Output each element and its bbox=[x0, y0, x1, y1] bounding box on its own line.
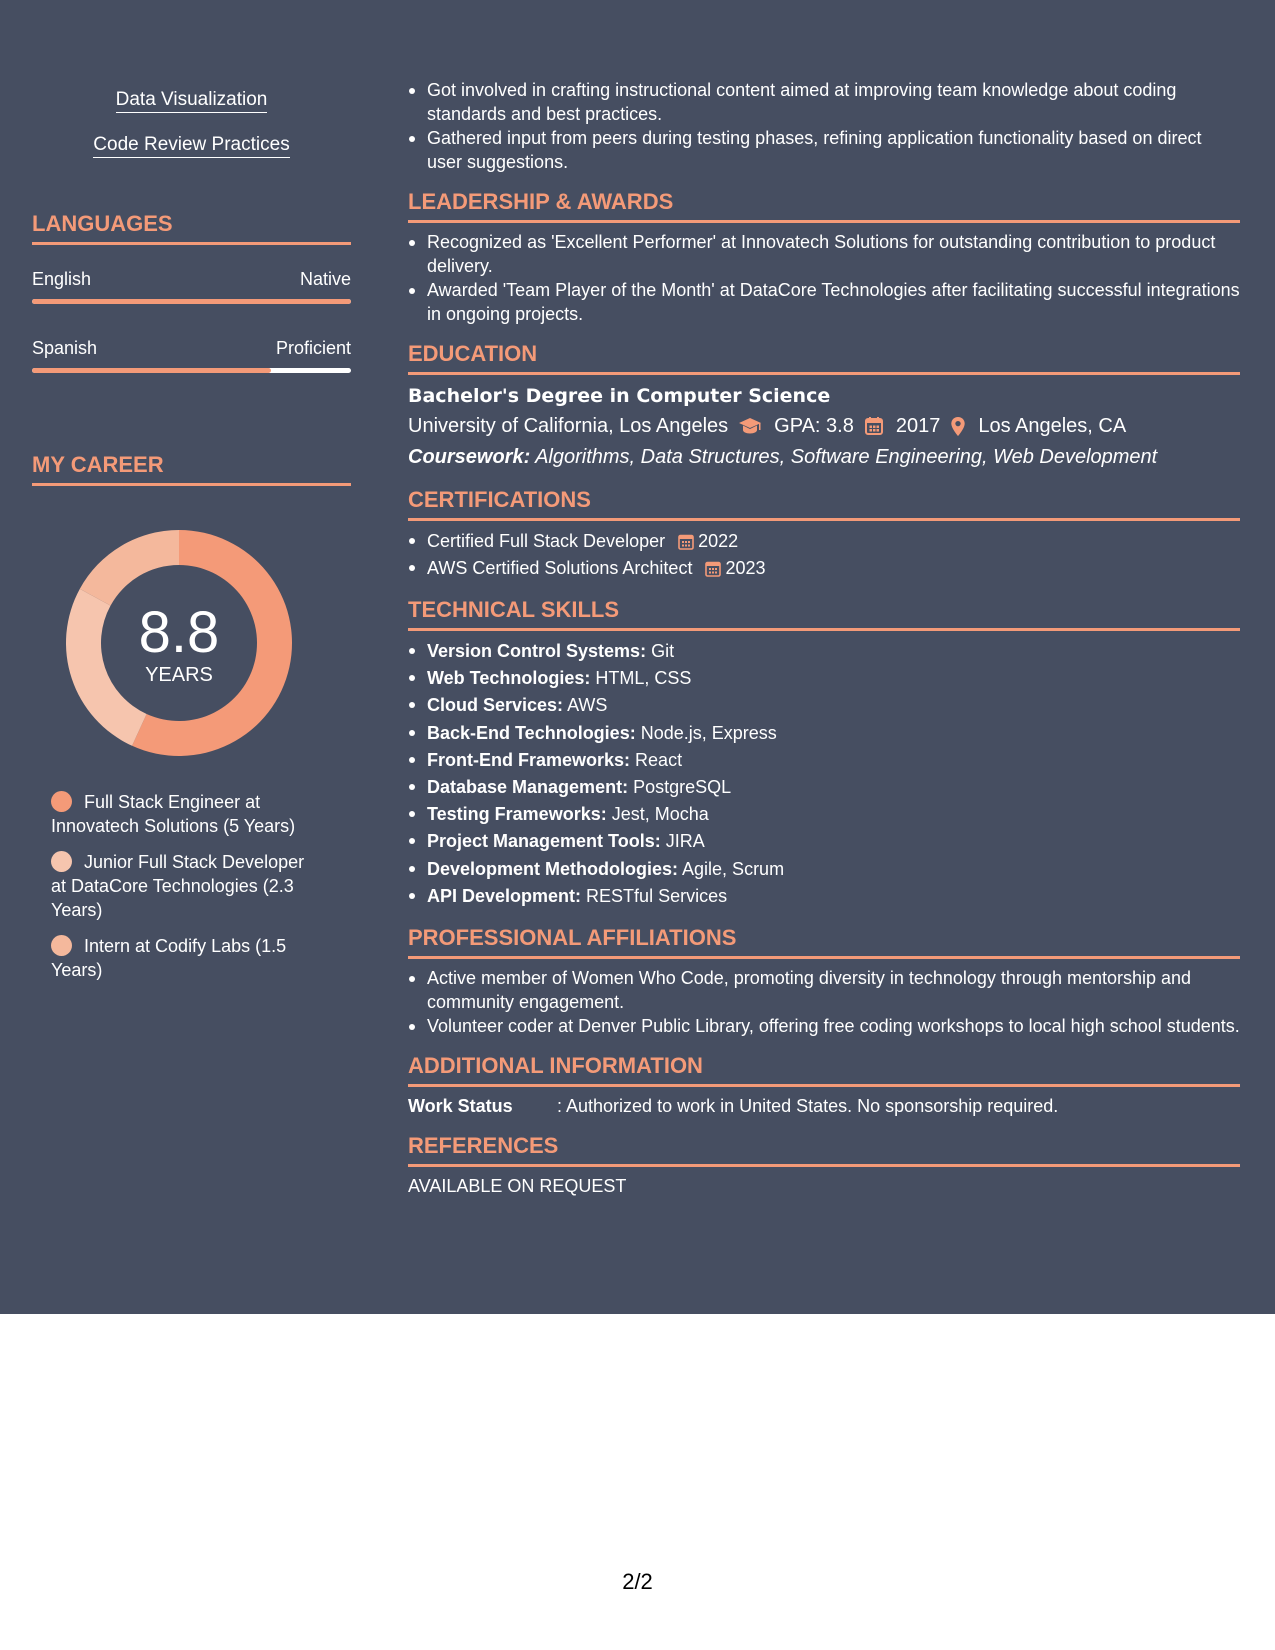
skill-item bbox=[408, 883, 1240, 910]
languages-heading: LANGUAGES bbox=[32, 210, 351, 245]
skill-value: Git bbox=[651, 641, 675, 661]
affiliations-section bbox=[408, 924, 1240, 1038]
references-section bbox=[408, 1132, 1240, 1198]
work-status-label: Work Status bbox=[408, 1096, 513, 1117]
certification-item bbox=[408, 528, 1240, 555]
skill-label: Cloud Services: bbox=[427, 695, 564, 716]
skill-label: Web Technologies: bbox=[427, 668, 591, 689]
skill-item bbox=[408, 828, 1240, 855]
skill-link-data-visualization[interactable]: Data Visualization bbox=[32, 88, 351, 112]
references-text: AVAILABLE ON REQUEST bbox=[408, 1176, 627, 1197]
skill-label: Testing Frameworks: bbox=[427, 804, 607, 825]
calendar-icon bbox=[678, 533, 694, 550]
skill-label: Development Methodologies: bbox=[427, 858, 679, 879]
skill-label: Back-End Technologies: bbox=[427, 722, 636, 743]
leadership-section bbox=[408, 188, 1240, 326]
skill-item bbox=[408, 856, 1240, 883]
work-status-row bbox=[408, 1094, 1240, 1118]
certification-name: Certified Full Stack Developer bbox=[427, 531, 666, 551]
calendar-icon bbox=[864, 416, 884, 436]
location-pin-icon bbox=[950, 416, 966, 437]
career-label: Junior Full Stack Developer at DataCore Technologies (2.3 Years) bbox=[51, 852, 305, 920]
coursework bbox=[408, 442, 1240, 472]
language-bar-fill bbox=[32, 368, 271, 373]
language-bar-fill bbox=[32, 299, 351, 304]
leadership-heading: LEADERSHIP & AWARDS bbox=[408, 188, 1240, 223]
school-location: Los Angeles, CA bbox=[978, 415, 1127, 437]
skill-item bbox=[408, 638, 1240, 665]
career-legend bbox=[51, 790, 321, 994]
graduation-cap-icon bbox=[738, 416, 762, 436]
education-meta bbox=[408, 410, 1240, 442]
language-row-spanish bbox=[32, 337, 351, 365]
affiliations-heading: PROFESSIONAL AFFILIATIONS bbox=[408, 924, 1240, 959]
skill-value: JIRA bbox=[665, 831, 705, 852]
skill-value: HTML, CSS bbox=[595, 668, 692, 689]
calendar-icon bbox=[705, 560, 721, 577]
degree-title: Bachelor's Degree in Computer Science bbox=[408, 385, 831, 407]
career-dot bbox=[51, 935, 72, 956]
language-bar-english bbox=[32, 299, 351, 304]
skill-label: Database Management: bbox=[427, 777, 629, 798]
language-level: Native bbox=[299, 269, 351, 289]
skill-value: Agile, Scrum bbox=[682, 858, 785, 879]
career-donut-slice bbox=[80, 530, 179, 606]
career-label: Intern at Codify Labs (1.5 Years) bbox=[51, 936, 287, 980]
skill-item bbox=[408, 747, 1240, 774]
career-years-label: YEARS bbox=[145, 664, 213, 686]
skill-item bbox=[408, 774, 1240, 801]
skill-value: PostgreSQL bbox=[633, 777, 732, 798]
leadership-item: Awarded 'Team Player of the Month' at DataCore Technologies after facilitating successful integrations in ongoing projects. bbox=[408, 278, 1240, 326]
technical-skills-section bbox=[408, 596, 1240, 910]
experience-bullet: Gathered input from peers during testing phases, refining application functionality based on direct user suggestions. bbox=[408, 126, 1240, 174]
graduation-year: 2017 bbox=[895, 415, 941, 437]
work-status-value: : Authorized to work in United States. No sponsorship required. bbox=[557, 1096, 1059, 1117]
language-row-english bbox=[32, 268, 351, 296]
additional-info-section bbox=[408, 1052, 1240, 1118]
sidebar bbox=[32, 0, 351, 1314]
skill-link-code-review[interactable]: Code Review Practices bbox=[32, 133, 351, 157]
skill-value: RESTful Services bbox=[586, 885, 728, 906]
gpa: GPA: 3.8 bbox=[774, 415, 854, 437]
skill-item bbox=[408, 692, 1240, 719]
skill-item bbox=[408, 720, 1240, 747]
language-level: Proficient bbox=[275, 338, 351, 358]
school-name: University of California, Los Angeles bbox=[408, 415, 729, 437]
experience-bullet: Got involved in crafting instructional content aimed at improving team knowledge about coding standards and best practices. bbox=[408, 78, 1240, 126]
main-content bbox=[408, 78, 1240, 1198]
certification-name: AWS Certified Solutions Architect bbox=[427, 558, 693, 578]
page-number: 2/2 bbox=[622, 1569, 653, 1594]
career-total-years: 8.8 bbox=[138, 600, 220, 665]
career-dot bbox=[51, 851, 72, 872]
skill-label: Version Control Systems: bbox=[427, 641, 647, 661]
skill-item bbox=[408, 801, 1240, 828]
career-label: Full Stack Engineer at Innovatech Solutions (5 Years) bbox=[51, 792, 296, 836]
career-item-codify bbox=[51, 934, 321, 982]
career-heading: MY CAREER bbox=[32, 451, 351, 486]
technical-skills-heading: TECHNICAL SKILLS bbox=[408, 596, 1240, 631]
education-section bbox=[408, 340, 1240, 472]
language-name: English bbox=[32, 269, 92, 289]
skill-item bbox=[408, 665, 1240, 692]
language-name: Spanish bbox=[32, 338, 98, 358]
certification-year: 2022 bbox=[698, 531, 739, 551]
career-donut-chart bbox=[66, 530, 292, 756]
experience-bullets bbox=[408, 78, 1240, 174]
skill-label: Front-End Frameworks: bbox=[427, 749, 631, 770]
certification-item bbox=[408, 555, 1240, 582]
career-item-innovatech bbox=[51, 790, 321, 838]
skill-label: Project Management Tools: bbox=[427, 831, 661, 852]
skill-value: Node.js, Express bbox=[640, 722, 777, 743]
affiliation-item: Volunteer coder at Denver Public Library, offering free coding workshops to local high school students. bbox=[408, 1014, 1240, 1038]
career-dot bbox=[51, 791, 72, 812]
certifications-heading: CERTIFICATIONS bbox=[408, 486, 1240, 521]
language-bar-spanish bbox=[32, 368, 351, 373]
additional-info-heading: ADDITIONAL INFORMATION bbox=[408, 1052, 1240, 1087]
leadership-item: Recognized as 'Excellent Performer' at Innovatech Solutions for outstanding contribution to product delivery. bbox=[408, 230, 1240, 278]
skill-value: AWS bbox=[567, 695, 608, 716]
education-heading: EDUCATION bbox=[408, 340, 1240, 375]
certifications-section bbox=[408, 486, 1240, 582]
skill-value: Jest, Mocha bbox=[611, 804, 709, 825]
skill-value: React bbox=[635, 749, 683, 770]
career-item-datacore bbox=[51, 850, 321, 922]
references-heading: REFERENCES bbox=[408, 1132, 1240, 1167]
skill-label: API Development: bbox=[427, 885, 582, 906]
coursework-list: Algorithms, Data Structures, Software Engineering, Web Development bbox=[535, 446, 1158, 468]
coursework-label: Coursework: bbox=[408, 446, 531, 468]
affiliation-item: Active member of Women Who Code, promoting diversity in technology through mentorship and community engagement. bbox=[408, 966, 1240, 1014]
certification-year: 2023 bbox=[725, 558, 766, 578]
